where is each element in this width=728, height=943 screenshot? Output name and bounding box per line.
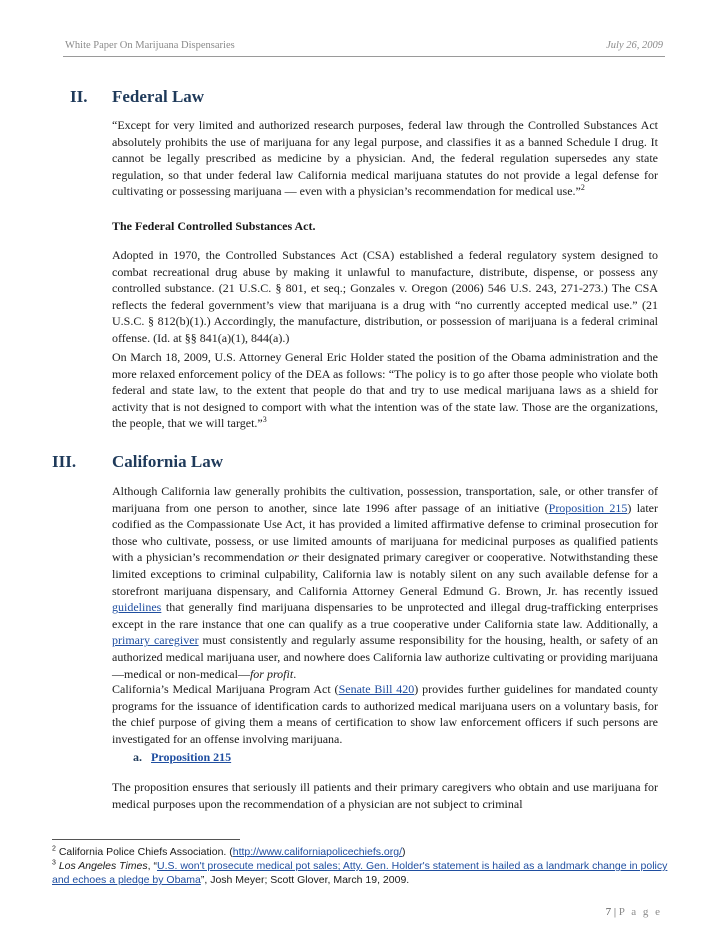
footnote-divider: [52, 839, 240, 840]
footer-separator: |: [613, 906, 617, 918]
california-law-paragraph: Although California law generally prohibits the cultivation, possession, transportation, sale, or other transfer of marijuana from one person to another, since late 1996 after passage of an initiative (Proposition 215) later codified as the Compassionate Use Act, it has provided a limited affirmative defense to criminal prosecution for those who cultivate, possess, or use limited amounts of marijuana for medicinal purposes as qualified patients with a physician’s recommendation or their designated primary caregiver or cooperative. Notwithstanding these limited exceptions to criminal culpability, California law is notably silent on any such available defense for a storefront marijuana dispensary, and California Attorney General Edmund G. Brown, Jr. has recently issued guidelines that generally find marijuana dispensaries to be unprotected and illegal drug-trafficking enterprises except in the rare instance that one can qualify as a true cooperative under California state law. Additionally, a primary caregiver must consistently and regularly assume responsibility for the housing, health, or safety of an authorized medical marijuana user, and nowhere does California law authorize cultivating or providing marijuana—medical or non-medical—for profit.: [112, 484, 659, 681]
page-number: 7: [605, 906, 612, 918]
section-number: II.: [70, 87, 88, 106]
guidelines-link[interactable]: guidelines: [112, 600, 162, 615]
csa-paragraph: Adopted in 1970, the Controlled Substances Act (CSA) established a federal regulatory system designed to combat recreational drug abuse by making it unlawful to manufacture, distribute, dispense, or possess any controlled substance. (21 U.S.C. § 801, et seq.; Gonzales v. Oregon (2006) 546 U.S. 243, 271-273.) The CSA reflects the federal government’s view that marijuana is a drug with “no currently accepted medical use.” (21 U.S.C. § 812(b)(1).) Accordingly, the manufacture, distribution, or possession of marijuana is a federal criminal offense. (Id. at §§ 841(a)(1), 844(a).): [112, 248, 658, 345]
page-header: [63, 38, 665, 57]
section-number: III.: [52, 452, 77, 471]
senate-bill-420-link[interactable]: Senate Bill 420: [338, 682, 415, 696]
page-footer: [606, 906, 662, 918]
footnote-ref[interactable]: 2: [580, 183, 585, 193]
proposition-215-heading-link[interactable]: Proposition 215: [151, 750, 232, 764]
header-date: July 26, 2009: [606, 40, 663, 51]
footnote-2: $^2$ California Police Chiefs Association. (http://www.californiapolicechiefs.org/): [52, 845, 406, 858]
footnote-ref[interactable]: 3: [262, 415, 267, 425]
holder-paragraph: On March 18, 2009, U.S. Attorney General Eric Holder stated the position of the Obama administration and the more relaxed enforcement policy of the DEA as follows: “The policy is to go after those people who violate both federal and state law, to the extent that people do that and try to use medical marijuana laws as a shield for activity that is not designed to comport with what the intention was of the state law. Those are the organizations, the people, that we will target.”$^3$: [112, 350, 658, 431]
section-title: Federal Law: [112, 87, 205, 106]
footnote-3: $^3$ Los Angeles Times, “U.S. won't prosecute medical pot sales; Atty. Gen. Holder's statement is hailed as a landmark change in policy and echoes a pledge by Obama”, Josh Meyer; Scott Glover, March 19, 2009.: [52, 859, 668, 886]
header-title: White Paper On Marijuana Dispensaries: [65, 40, 235, 51]
subheading: The Federal Controlled Substances Act.: [112, 219, 316, 233]
footnote-3-link[interactable]: U.S. won't prosecute medical pot sales; Atty. Gen. Holder's statement is hailed as a landmark change in policy and echoes a pledge by Obama: [52, 860, 668, 886]
primary-caregiver-link[interactable]: primary caregiver: [112, 633, 199, 648]
page-label: P a g e: [618, 906, 662, 918]
footnote-2-link[interactable]: http://www.californiapolicechiefs.org/: [232, 846, 402, 858]
proposition-215-link[interactable]: Proposition 215: [548, 500, 628, 515]
proposition-paragraph: The proposition ensures that seriously ill patients and their primary caregivers who obtain and use marijuana for medical purposes upon the recommendation of a physician are not subject to criminal: [112, 780, 658, 811]
section-title: California Law: [112, 452, 223, 471]
federal-law-quote: “Except for very limited and authorized research purposes, federal law through the Controlled Substances Act absolutely prohibits the use of marijuana for any legal purpose, and classifies it as a banned Schedule I drug. It cannot be legally prescribed as medicine by a physician. And, the federal regulation supersedes any state regulation, so that under federal law California medical marijuana statutes do not provide a legal defense for cultivating or possessing marijuana — even with a physician’s recommendation for medical use.”$^2$: [112, 118, 658, 199]
subsection-heading: a. Proposition 215: [133, 750, 232, 764]
mmpa-paragraph: California’s Medical Marijuana Program Act (Senate Bill 420) provides further guidelines for mandated county programs for the issuance of identification cards to authorized medical marijuana users on a voluntary basis, for the chief purpose of giving them a means of certification to show law enforcement officers if such persons are investigated for an offense involving marijuana.: [112, 682, 659, 746]
